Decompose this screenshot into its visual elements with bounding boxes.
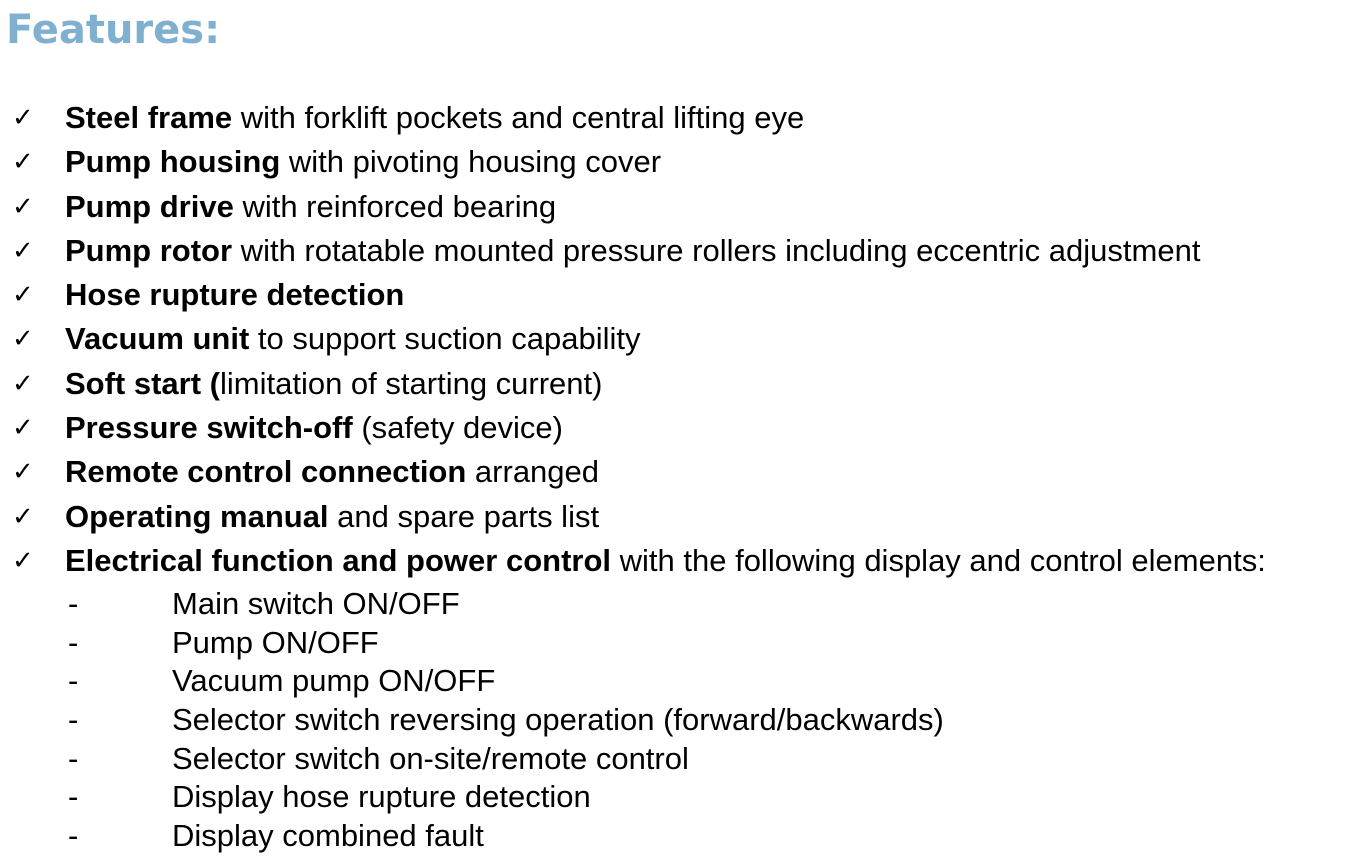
feature-text <box>65 539 1266 583</box>
feature-rest: with rotatable mounted pressure rollers including eccentric adjustment <box>232 232 1201 268</box>
feature-rest: with the following display and control elements: <box>611 542 1266 578</box>
check-icon: ✓ <box>12 545 34 576</box>
feature-bold: Vacuum unit <box>65 321 250 357</box>
control-element-text: Display combined fault <box>172 818 484 854</box>
feature-bold: Operating manual <box>65 498 329 534</box>
feature-text <box>65 495 599 539</box>
check-icon: ✓ <box>12 501 34 532</box>
check-icon: ✓ <box>12 457 34 488</box>
feature-bold: Pump housing <box>65 144 281 180</box>
dash-bullet: - <box>68 740 79 776</box>
feature-bold: Steel frame <box>65 100 233 135</box>
check-icon: ✓ <box>12 413 34 444</box>
feature-text <box>65 185 556 229</box>
dash-bullet: - <box>68 779 79 815</box>
control-element-text: Selector switch on-site/remote control <box>172 740 689 776</box>
feature-rest: and spare parts list <box>328 498 600 534</box>
feature-rest: limitation of starting current) <box>220 365 603 401</box>
feature-bold: Hose rupture detection <box>65 277 405 313</box>
feature-text <box>65 406 563 450</box>
feature-bold: Remote control connection <box>65 454 467 490</box>
feature-text <box>65 229 1200 273</box>
dash-bullet: - <box>68 818 79 854</box>
feature-text <box>65 140 661 184</box>
feature-rest: arranged <box>466 454 600 490</box>
feature-rest: with forklift pockets and central lifting eye <box>232 100 805 135</box>
control-element-text: Selector switch reversing operation (forward/backwards) <box>172 702 944 738</box>
feature-text <box>65 362 602 406</box>
feature-text <box>65 96 804 140</box>
feature-bold: Pressure switch-off <box>65 410 353 446</box>
feature-bold: Pump drive <box>65 188 234 224</box>
dash-bullet: - <box>68 663 79 699</box>
feature-rest: (safety device) <box>352 410 563 446</box>
feature-text <box>65 317 640 361</box>
check-icon: ✓ <box>12 235 34 266</box>
feature-text <box>65 450 599 494</box>
feature-bold: Soft start ( <box>65 365 220 401</box>
feature-rest: with pivoting housing cover <box>280 144 662 180</box>
check-icon: ✓ <box>12 103 34 133</box>
feature-bold: Electrical function and power control <box>65 542 612 578</box>
feature-bold: Pump rotor <box>65 232 233 268</box>
page-title: Features: <box>6 7 221 53</box>
control-element-text: Main switch ON/OFF <box>172 586 460 621</box>
feature-rest: with reinforced bearing <box>233 188 557 224</box>
control-element-text: Pump ON/OFF <box>172 624 379 660</box>
control-element-text: Vacuum pump ON/OFF <box>172 663 496 699</box>
feature-rest: to support suction capability <box>249 321 641 357</box>
dash-bullet: - <box>68 586 79 621</box>
dash-bullet: - <box>68 702 79 738</box>
check-icon: ✓ <box>12 191 34 222</box>
dash-bullet: - <box>68 624 79 660</box>
feature-text <box>65 273 404 317</box>
check-icon: ✓ <box>12 147 34 178</box>
check-icon: ✓ <box>12 280 34 311</box>
check-icon: ✓ <box>12 368 34 399</box>
control-element-text: Display hose rupture detection <box>172 779 591 815</box>
check-icon: ✓ <box>12 324 34 355</box>
